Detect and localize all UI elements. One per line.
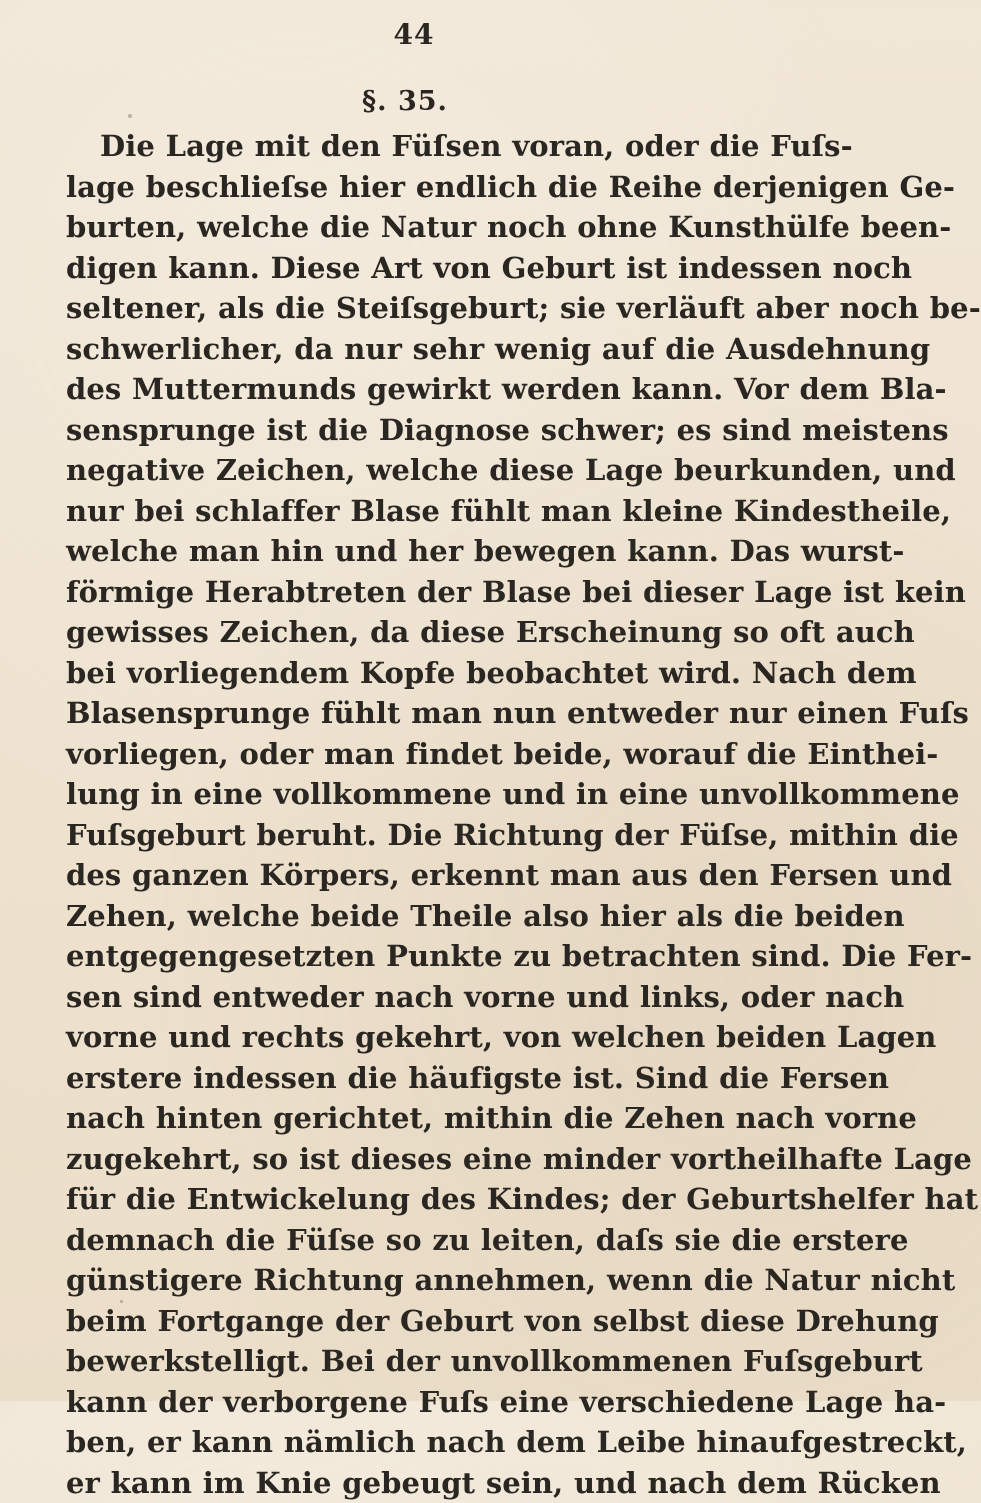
text-line: Die Lage mit den Füſsen voran, oder die Fuſs- xyxy=(66,126,736,167)
text-line: demnach die Füſse so zu leiten, daſs sie die erstere xyxy=(66,1220,736,1261)
text-line: bewerkstelligt. Bei der unvollkommenen Fuſsgeburt xyxy=(66,1341,736,1382)
section-heading: §. 35. xyxy=(360,86,450,117)
text-line: schwerlicher, da nur sehr wenig auf die Ausdehnung xyxy=(66,329,736,370)
text-line: vorne und rechts gekehrt, von welchen beiden Lagen xyxy=(66,1017,736,1058)
text-line: bei vorliegendem Kopfe beobachtet wird. Nach dem xyxy=(66,653,736,694)
text-line: sensprunge ist die Diagnose schwer; es sind meistens xyxy=(66,410,736,451)
text-line: Blasensprunge fühlt man nun entweder nur einen Fuſs xyxy=(66,693,736,734)
text-line: zugekehrt, so ist dieses eine minder vortheilhafte Lage xyxy=(66,1139,736,1180)
text-line: lung in eine vollkommene und in eine unvollkommene xyxy=(66,774,736,815)
text-line: er kann im Knie gebeugt sein, und nach dem Rücken xyxy=(66,1463,736,1503)
text-line: beim Fortgange der Geburt von selbst diese Drehung xyxy=(66,1301,736,1342)
text-line: kann der verborgene Fuſs eine verschiedene Lage ha- xyxy=(66,1382,736,1423)
text-line: ben, er kann nämlich nach dem Leibe hinaufgestreckt, xyxy=(66,1422,736,1463)
text-line: entgegengesetzten Punkte zu betrachten sind. Die Fer- xyxy=(66,936,736,977)
text-line: des Muttermunds gewirkt werden kann. Vor dem Bla- xyxy=(66,369,736,410)
text-line: Fuſsgeburt beruht. Die Richtung der Füſse, mithin die xyxy=(66,815,736,856)
text-line: förmige Herabtreten der Blase bei dieser Lage ist kein xyxy=(66,572,736,613)
text-line: gewisses Zeichen, da diese Erscheinung so oft auch xyxy=(66,612,736,653)
text-line: des ganzen Körpers, erkennt man aus den Fersen und xyxy=(66,855,736,896)
text-line: Zehen, welche beide Theile also hier als die beiden xyxy=(66,896,736,937)
text-line: vorliegen, oder man findet beide, worauf die Einthei- xyxy=(66,734,736,775)
body-text xyxy=(66,126,736,1503)
text-line: negative Zeichen, welche diese Lage beurkunden, und xyxy=(66,450,736,491)
text-line: lage beschlieſse hier endlich die Reihe derjenigen Ge- xyxy=(66,167,736,208)
text-line: für die Entwickelung des Kindes; der Geburtshelfer hat xyxy=(66,1179,736,1220)
page-number: 44 xyxy=(384,18,444,51)
paper-speck xyxy=(128,114,132,118)
text-line: burten, welche die Natur noch ohne Kunsthülfe been- xyxy=(66,207,736,248)
text-line: nur bei schlaffer Blase fühlt man kleine Kindestheile, xyxy=(66,491,736,532)
text-line: sen sind entweder nach vorne und links, oder nach xyxy=(66,977,736,1018)
text-line: digen kann. Diese Art von Geburt ist indessen noch xyxy=(66,248,736,289)
text-line: seltener, als die Steiſsgeburt; sie verläuft aber noch be- xyxy=(66,288,736,329)
text-line: günstigere Richtung annehmen, wenn die Natur nicht xyxy=(66,1260,736,1301)
text-line: welche man hin und her bewegen kann. Das wurst- xyxy=(66,531,736,572)
text-line: nach hinten gerichtet, mithin die Zehen nach vorne xyxy=(66,1098,736,1139)
text-line: erstere indessen die häufigste ist. Sind die Fersen xyxy=(66,1058,736,1099)
